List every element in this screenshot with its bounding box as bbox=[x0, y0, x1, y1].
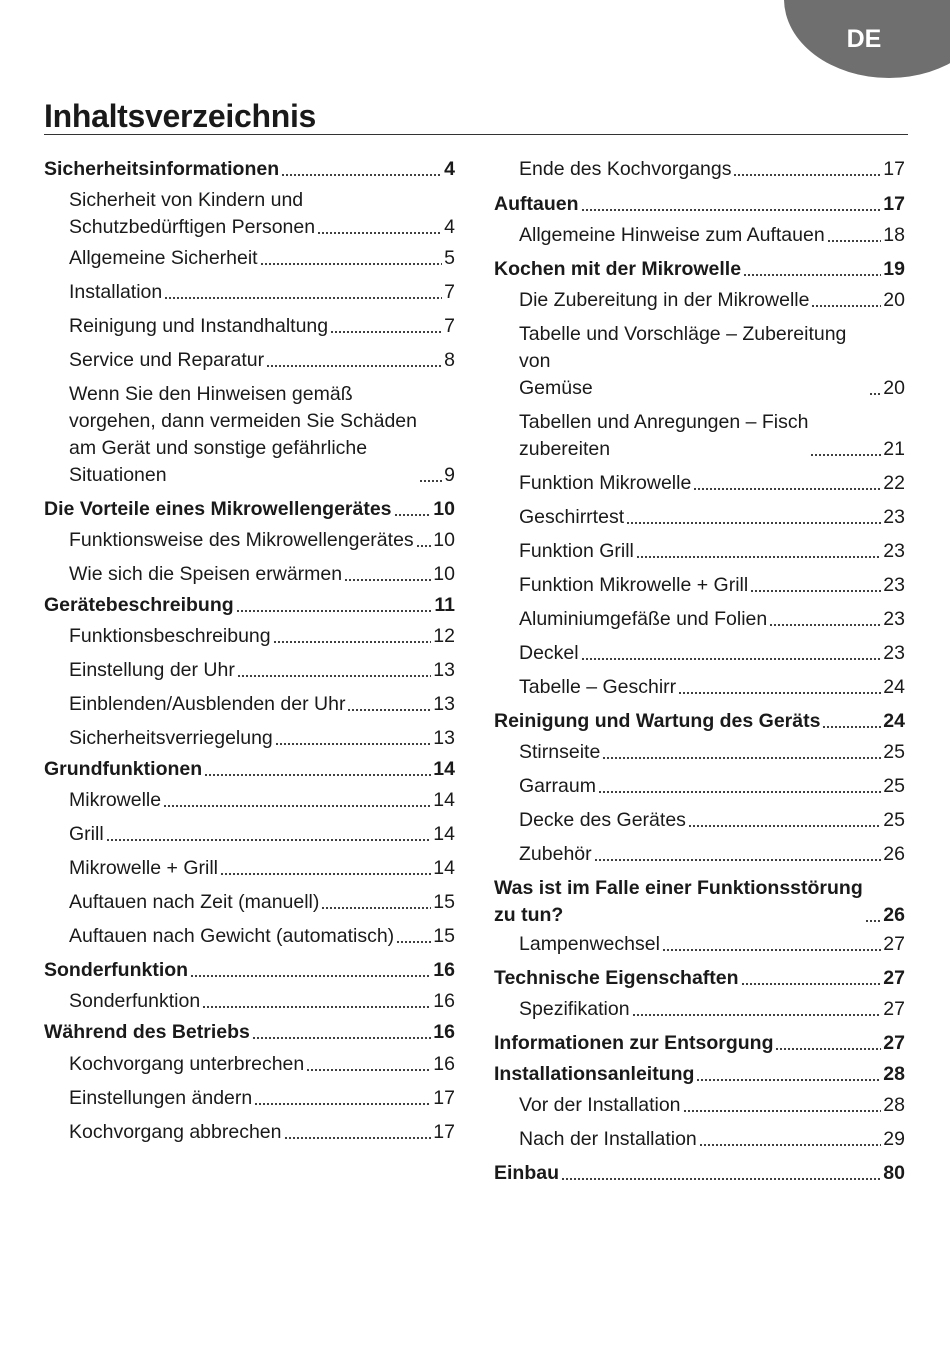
toc-entry-label: Mikrowelle bbox=[69, 789, 162, 811]
toc-section[interactable] bbox=[494, 1030, 905, 1057]
dot-leader bbox=[865, 920, 882, 922]
dot-leader bbox=[750, 590, 881, 592]
toc-page-number: 28 bbox=[883, 1094, 905, 1116]
toc-subsection[interactable] bbox=[44, 245, 455, 272]
toc-subsection[interactable] bbox=[494, 674, 905, 701]
toc-entry-label: Geschirrtest bbox=[519, 506, 625, 528]
toc-page-number: 25 bbox=[883, 741, 905, 763]
dot-leader bbox=[743, 274, 881, 276]
toc-page-number: 25 bbox=[883, 809, 905, 831]
toc-page-number: 4 bbox=[444, 216, 455, 238]
toc-entry-label: Die Vorteile eines Mikrowellengerätes bbox=[44, 498, 392, 520]
toc-entry-label: Deckel bbox=[519, 642, 579, 664]
toc-entry-label: Gerätebeschreibung bbox=[44, 594, 234, 616]
toc-subsection[interactable] bbox=[44, 725, 455, 752]
dot-leader bbox=[561, 1178, 881, 1180]
toc-entry-label: Allgemeine Hinweise zum Auftauen bbox=[519, 224, 825, 246]
toc-subsection[interactable] bbox=[44, 787, 455, 814]
toc-subsection[interactable] bbox=[494, 156, 905, 183]
toc-page-number: 20 bbox=[883, 377, 905, 399]
toc-entry-label: Technische Eigenschaften bbox=[494, 967, 739, 989]
toc-subsection[interactable] bbox=[494, 773, 905, 800]
dot-leader bbox=[810, 454, 881, 456]
toc-section[interactable] bbox=[494, 965, 905, 992]
toc-subsection[interactable] bbox=[44, 855, 455, 882]
toc-section[interactable] bbox=[44, 957, 455, 984]
toc-entry-label: Reinigung und Instandhaltung bbox=[69, 315, 329, 337]
toc-page-number: 15 bbox=[433, 891, 455, 913]
dot-leader bbox=[106, 839, 432, 841]
dot-leader bbox=[662, 949, 881, 951]
toc-entry-label: Was ist im Falle einer Funktionsstörung zu tun? bbox=[494, 877, 863, 926]
toc-page-number: 28 bbox=[883, 1063, 905, 1085]
toc-entry-label: Funktion Mikrowelle bbox=[519, 472, 692, 494]
toc-subsection[interactable] bbox=[494, 409, 905, 463]
dot-leader bbox=[347, 709, 431, 711]
toc-subsection[interactable] bbox=[44, 1085, 455, 1112]
dot-leader bbox=[688, 825, 881, 827]
toc-page-number: 11 bbox=[434, 594, 455, 616]
toc-page-number: 22 bbox=[883, 472, 905, 494]
dot-leader bbox=[317, 232, 442, 234]
toc-section[interactable] bbox=[494, 708, 905, 735]
toc-page-number: 7 bbox=[444, 315, 455, 337]
toc-entry-label: Funktionsweise des Mikrowellengerätes bbox=[69, 529, 414, 551]
toc-page-number: 27 bbox=[883, 998, 905, 1020]
toc-entry-label: Spezifikation bbox=[519, 998, 630, 1020]
toc-subsection[interactable] bbox=[494, 931, 905, 958]
toc-page-number: 23 bbox=[883, 642, 905, 664]
toc-subsection[interactable] bbox=[494, 504, 905, 531]
dot-leader bbox=[275, 743, 432, 745]
toc-subsection[interactable] bbox=[44, 1051, 455, 1078]
toc-subsection[interactable] bbox=[44, 347, 455, 374]
dot-leader bbox=[699, 1144, 882, 1146]
toc-entry-label: Tabelle – Geschirr bbox=[519, 676, 677, 698]
toc-page-number: 16 bbox=[433, 990, 455, 1012]
toc-entry-label: Aluminiumgefäße und Folien bbox=[519, 608, 768, 630]
toc-entry-label: Sicherheit von Kindern und Schutzbedürftigen Personen bbox=[69, 189, 316, 238]
toc-section[interactable] bbox=[44, 156, 455, 183]
dot-leader bbox=[636, 556, 881, 558]
dot-leader bbox=[281, 174, 442, 176]
toc-entry-label: Sonderfunktion bbox=[69, 990, 201, 1012]
title-rule bbox=[44, 134, 908, 135]
dot-leader bbox=[396, 941, 431, 943]
toc-entry-label: Installation bbox=[69, 281, 163, 303]
toc-page-number: 17 bbox=[883, 158, 905, 180]
toc-section[interactable] bbox=[44, 1019, 455, 1046]
toc-entry-label: Garraum bbox=[519, 775, 596, 797]
toc-page-number: 9 bbox=[444, 464, 455, 486]
toc-subsection[interactable] bbox=[44, 657, 455, 684]
toc-entry-label: Installationsanleitung bbox=[494, 1063, 695, 1085]
dot-leader bbox=[344, 579, 431, 581]
dot-leader bbox=[769, 624, 881, 626]
toc-page-number: 14 bbox=[433, 758, 455, 780]
dot-leader bbox=[869, 393, 881, 395]
toc-subsection[interactable] bbox=[494, 287, 905, 314]
toc-section[interactable] bbox=[44, 496, 455, 523]
toc-subsection[interactable] bbox=[44, 1119, 455, 1146]
dot-leader bbox=[775, 1048, 881, 1050]
toc-page-number: 17 bbox=[433, 1121, 455, 1143]
toc-page-number: 21 bbox=[883, 438, 905, 460]
toc-entry-label: Tabellen und Anregungen – Fisch zubereiten bbox=[519, 411, 809, 460]
toc-page-number: 26 bbox=[883, 904, 905, 926]
toc-entry-label: Decke des Gerätes bbox=[519, 809, 686, 831]
dot-leader bbox=[822, 726, 881, 728]
toc-entry-label: Funktion Mikrowelle + Grill bbox=[519, 574, 749, 596]
toc-page-number: 13 bbox=[433, 659, 455, 681]
toc-subsection[interactable] bbox=[44, 691, 455, 718]
toc-entry-label: Tabelle und Vorschläge – Zubereitung von Gemüse bbox=[519, 323, 847, 399]
page-title: Inhaltsverzeichnis bbox=[44, 98, 317, 134]
dot-leader bbox=[237, 675, 431, 677]
dot-leader bbox=[696, 1079, 881, 1081]
toc-page-number: 23 bbox=[883, 540, 905, 562]
toc-subsection[interactable] bbox=[44, 381, 455, 489]
toc-page-number: 13 bbox=[433, 727, 455, 749]
toc-page-number: 29 bbox=[883, 1128, 905, 1150]
toc-page-number: 27 bbox=[883, 967, 905, 989]
toc-entry-label: Sonderfunktion bbox=[44, 959, 189, 981]
dot-leader bbox=[202, 1006, 431, 1008]
dot-leader bbox=[236, 610, 433, 612]
dot-leader bbox=[190, 975, 431, 977]
toc-entry-label: Zubehör bbox=[519, 843, 592, 865]
toc-subsection[interactable] bbox=[44, 527, 455, 554]
dot-leader bbox=[164, 297, 442, 299]
toc-entry-label: Einblenden/Ausblenden der Uhr bbox=[69, 693, 346, 715]
toc-subsection[interactable] bbox=[44, 923, 455, 950]
toc-entry-label: Funktion Grill bbox=[519, 540, 634, 562]
dot-leader bbox=[419, 480, 442, 482]
toc-entry-label: Einstellung der Uhr bbox=[69, 659, 235, 681]
toc-section[interactable] bbox=[494, 191, 905, 218]
toc-entry-label: Mikrowelle + Grill bbox=[69, 857, 218, 879]
toc-page-number: 12 bbox=[433, 625, 455, 647]
toc-page-number: 24 bbox=[883, 710, 905, 732]
toc-entry-label: Wie sich die Speisen erwärmen bbox=[69, 563, 343, 585]
toc-subsection[interactable] bbox=[494, 606, 905, 633]
toc-subsection[interactable] bbox=[44, 821, 455, 848]
dot-leader bbox=[827, 240, 882, 242]
toc-entry-label: Wenn Sie den Hinweisen gemäß vorgehen, dann vermeiden Sie Schäden am Gerät und sonstige gefährliche Situationen bbox=[69, 383, 417, 486]
toc-entry-label: Einstellungen ändern bbox=[69, 1087, 253, 1109]
toc-entry-label: Sicherheitsinformationen bbox=[44, 158, 280, 180]
dot-leader bbox=[163, 805, 431, 807]
toc-entry-label: Grill bbox=[69, 823, 104, 845]
toc-page-number: 15 bbox=[433, 925, 455, 947]
toc-entry-label: Reinigung und Wartung des Geräts bbox=[494, 710, 821, 732]
toc-subsection[interactable] bbox=[44, 988, 455, 1015]
toc-subsection[interactable] bbox=[44, 889, 455, 916]
toc-page-number: 4 bbox=[444, 158, 455, 180]
toc-entry-label: Service und Reparatur bbox=[69, 349, 265, 371]
toc-page-number: 13 bbox=[433, 693, 455, 715]
toc-entry-label: Grundfunktionen bbox=[44, 758, 203, 780]
dot-leader bbox=[266, 365, 442, 367]
dot-leader bbox=[220, 873, 431, 875]
toc-entry-label: Kochvorgang unterbrechen bbox=[69, 1053, 305, 1075]
toc-page-number: 27 bbox=[883, 933, 905, 955]
toc-entry-label: Funktionsbeschreibung bbox=[69, 625, 271, 647]
toc-page-number: 7 bbox=[444, 281, 455, 303]
toc-section[interactable] bbox=[494, 1160, 905, 1187]
toc-page-number: 18 bbox=[883, 224, 905, 246]
toc-entry-label: Auftauen nach Gewicht (automatisch) bbox=[69, 925, 395, 947]
dot-leader bbox=[252, 1037, 431, 1039]
toc-entry-label: Die Zubereitung in der Mikrowelle bbox=[519, 289, 810, 311]
dot-leader bbox=[260, 263, 443, 265]
toc-subsection[interactable] bbox=[44, 623, 455, 650]
dot-leader bbox=[581, 658, 882, 660]
toc-entry-label: Informationen zur Entsorgung bbox=[494, 1032, 774, 1054]
toc-page-number: 16 bbox=[433, 1053, 455, 1075]
dot-leader bbox=[273, 641, 432, 643]
dot-leader bbox=[284, 1137, 432, 1139]
toc-section[interactable] bbox=[494, 1061, 905, 1088]
dot-leader bbox=[598, 791, 881, 793]
dot-leader bbox=[594, 859, 882, 861]
dot-leader bbox=[204, 774, 431, 776]
dot-leader bbox=[632, 1014, 882, 1016]
toc-entry-label: Stirnseite bbox=[519, 741, 601, 763]
toc-subsection[interactable] bbox=[494, 538, 905, 565]
toc-section[interactable] bbox=[44, 592, 455, 619]
toc-entry-label: Auftauen nach Zeit (manuell) bbox=[69, 891, 320, 913]
toc-column-right bbox=[494, 156, 905, 1187]
toc-entry-label: Auftauen bbox=[494, 193, 579, 215]
toc-subsection[interactable] bbox=[494, 470, 905, 497]
toc-section[interactable] bbox=[494, 256, 905, 283]
toc-page-number: 17 bbox=[433, 1087, 455, 1109]
toc-entry-label: Vor der Installation bbox=[519, 1094, 681, 1116]
toc-page-number: 8 bbox=[444, 349, 455, 371]
toc-page-number: 16 bbox=[433, 1021, 455, 1043]
toc-subsection[interactable] bbox=[44, 313, 455, 340]
toc-page-number: 10 bbox=[433, 498, 455, 520]
toc-page-number: 10 bbox=[433, 563, 455, 585]
dot-leader bbox=[626, 522, 881, 524]
toc-page-number: 24 bbox=[883, 676, 905, 698]
toc-subsection[interactable] bbox=[494, 996, 905, 1023]
dot-leader bbox=[581, 209, 882, 211]
toc-subsection[interactable] bbox=[44, 187, 455, 241]
toc-subsection[interactable] bbox=[494, 1092, 905, 1119]
toc-entry-label: Einbau bbox=[494, 1162, 560, 1184]
dot-leader bbox=[733, 174, 881, 176]
toc-entry-label: Allgemeine Sicherheit bbox=[69, 247, 258, 269]
dot-leader bbox=[741, 983, 882, 985]
toc-page-number: 26 bbox=[883, 843, 905, 865]
toc-entry-label: Ende des Kochvorgangs bbox=[519, 158, 732, 180]
dot-leader bbox=[254, 1103, 431, 1105]
dot-leader bbox=[416, 545, 432, 547]
dot-leader bbox=[306, 1069, 431, 1071]
toc-subsection[interactable] bbox=[44, 279, 455, 306]
toc-entry-label: Während des Betriebs bbox=[44, 1021, 250, 1043]
toc-page-number: 23 bbox=[883, 608, 905, 630]
toc-page-number: 14 bbox=[433, 789, 455, 811]
dot-leader bbox=[330, 331, 442, 333]
toc-entry-label: Kochen mit der Mikrowelle bbox=[494, 258, 742, 280]
toc-subsection[interactable] bbox=[494, 572, 905, 599]
dot-leader bbox=[678, 692, 881, 694]
toc-subsection[interactable] bbox=[494, 640, 905, 667]
toc-subsection[interactable] bbox=[494, 321, 905, 402]
toc-page-number: 5 bbox=[444, 247, 455, 269]
toc-subsection[interactable] bbox=[494, 807, 905, 834]
toc-page-number: 19 bbox=[883, 258, 905, 280]
toc-page-number: 20 bbox=[883, 289, 905, 311]
toc-page-number: 23 bbox=[883, 506, 905, 528]
toc-section[interactable] bbox=[44, 756, 455, 783]
toc-entry-label: Lampenwechsel bbox=[519, 933, 660, 955]
toc-page-number: 10 bbox=[433, 529, 455, 551]
dot-leader bbox=[602, 757, 881, 759]
toc-subsection[interactable] bbox=[494, 841, 905, 868]
toc-page-number: 16 bbox=[433, 959, 455, 981]
toc-subsection[interactable] bbox=[494, 1126, 905, 1153]
toc-entry-label: Sicherheitsverriegelung bbox=[69, 727, 273, 749]
toc-section[interactable] bbox=[494, 875, 905, 929]
toc-page-number: 14 bbox=[433, 823, 455, 845]
toc-page-number: 14 bbox=[433, 857, 455, 879]
language-badge: DE bbox=[846, 25, 882, 53]
toc-page-number: 17 bbox=[883, 193, 905, 215]
dot-leader bbox=[394, 514, 432, 516]
toc-subsection[interactable] bbox=[494, 222, 905, 249]
dot-leader bbox=[693, 488, 881, 490]
toc-subsection[interactable] bbox=[494, 739, 905, 766]
toc-page-number: 23 bbox=[883, 574, 905, 596]
toc-column-left bbox=[44, 156, 455, 1146]
toc-entry-label: Nach der Installation bbox=[519, 1128, 697, 1150]
dot-leader bbox=[811, 305, 881, 307]
toc-subsection[interactable] bbox=[44, 561, 455, 588]
dot-leader bbox=[321, 907, 431, 909]
toc-entry-label: Kochvorgang abbrechen bbox=[69, 1121, 282, 1143]
toc-page-number: 25 bbox=[883, 775, 905, 797]
dot-leader bbox=[683, 1110, 882, 1112]
toc-page-number: 80 bbox=[883, 1162, 905, 1184]
toc-page-number: 27 bbox=[883, 1032, 905, 1054]
